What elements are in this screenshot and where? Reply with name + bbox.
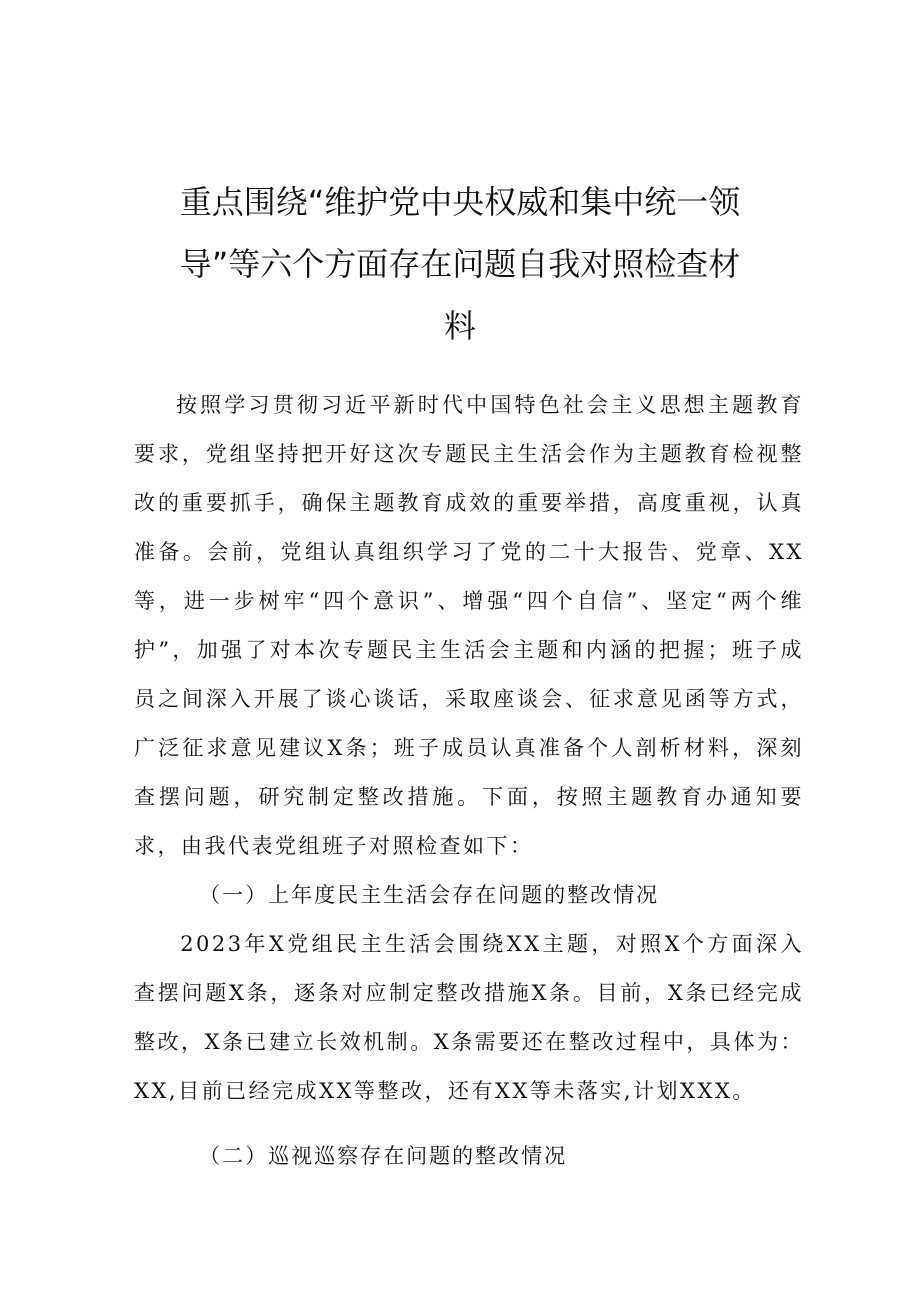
section-1-paragraph: 2023年X党组民主生活会围绕XX主题，对照X个方面深入查摆问题X条，逐条对应制定整改措施X条。目前，X条已经完成整改，X条已建立长效机制。X条需要还在整改过程中，具体为：XX,目前已经完成XX等整改，还有XX等未落实,计划XXX。	[134, 932, 804, 1103]
title-line-1: 重点围绕“维护党中央权威和集中统一领	[179, 183, 741, 222]
section-1-heading: （一）上年度民主生活会存在问题的整改情况	[199, 883, 660, 907]
document-title	[150, 171, 770, 357]
document-body	[134, 381, 804, 1181]
section-2-heading: （二）巡视巡察存在问题的整改情况	[199, 1144, 568, 1168]
intro-paragraph: 按照学习贯彻习近平新时代中国特色社会主义思想主题教育要求，党组坚持把开好这次专题民主生活会作为主题教育检视整改的重要抓手，确保主题教育成效的重要举措，高度重视，认真准备。会前，党组认真组织学习了党的二十大报告、党章、XX等，进一步树牢“四个意识”、增强“四个自信”、坚定“两个维护”，加强了对本次专题民主生活会主题和内涵的把握；班子成员之间深入开展了谈心谈话，采取座谈会、征求意见函等方式，广泛征求意见建议X条；班子成员认真准备个人剖析材料，深刻查摆问题，研究制定整改措施。下面，按照主题教育办通知要求，由我代表党组班子对照检查如下：	[134, 393, 804, 858]
title-line-3: 料	[443, 307, 476, 346]
title-line-2: 导”等六个方面存在问题自我对照检查材	[179, 245, 741, 284]
